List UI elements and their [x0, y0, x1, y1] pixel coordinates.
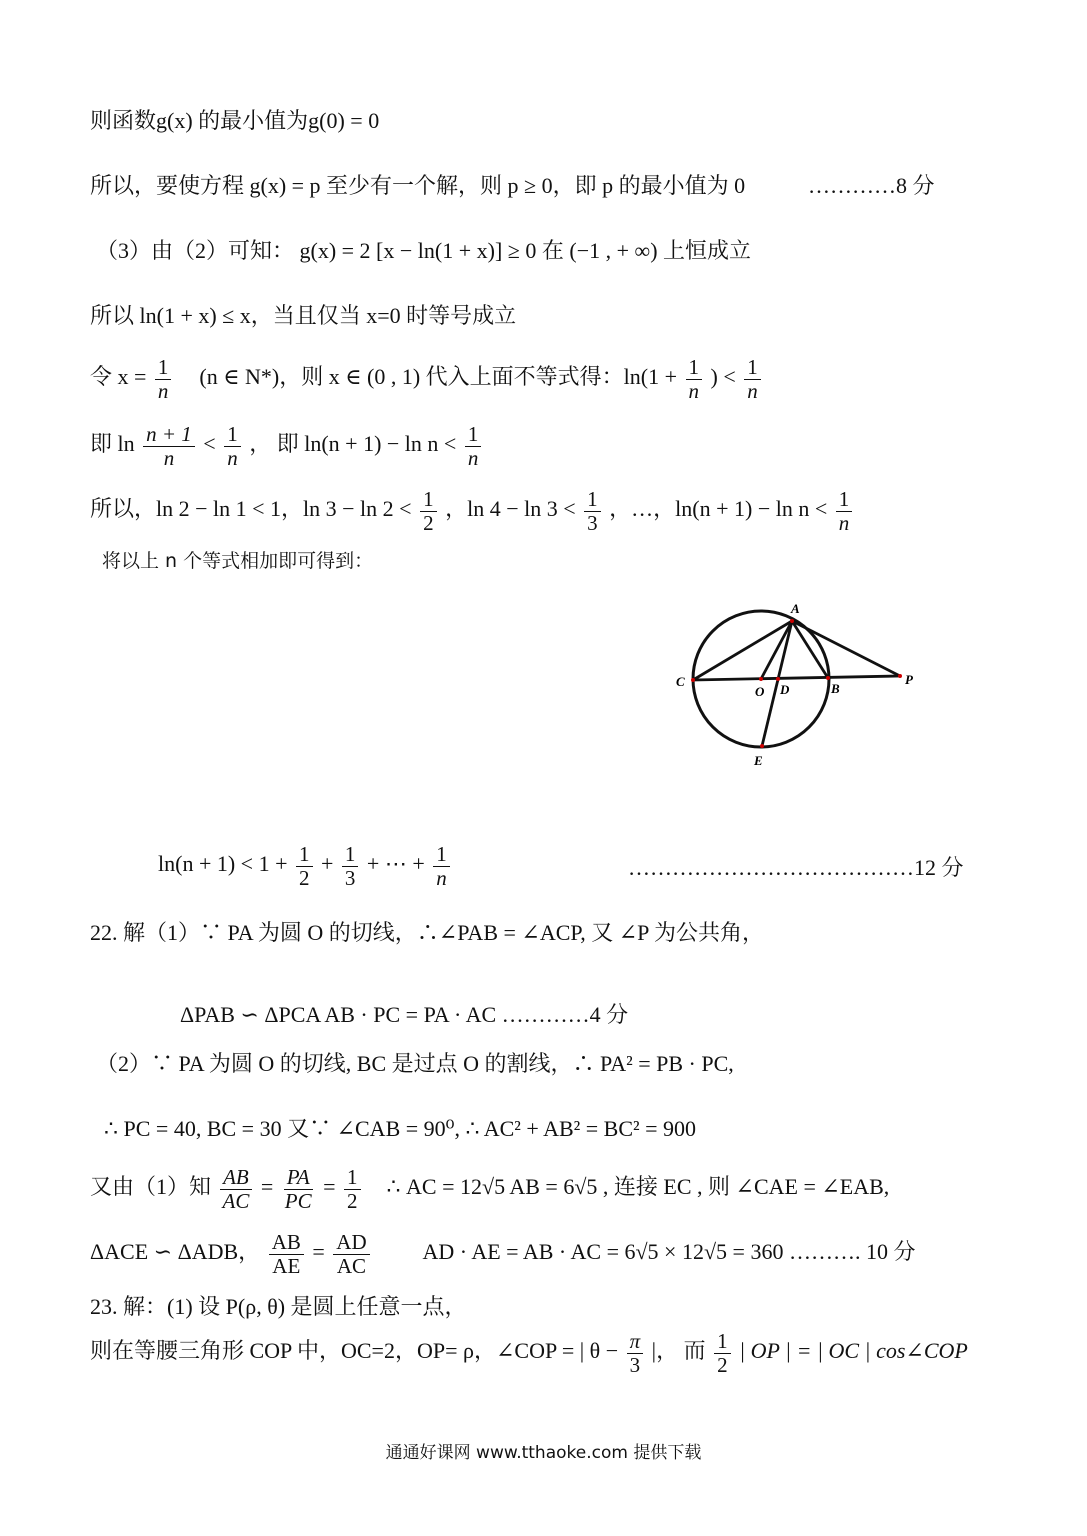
- fraction-ad-over-ac: [333, 1231, 369, 1277]
- fraction-numerator: π: [627, 1330, 644, 1354]
- point-o: [759, 677, 763, 681]
- line-15-part-c: AD · AE = AB · AC = 6√5 × 12√5 = 360 ………. 10 分: [422, 1239, 916, 1265]
- line-6-part-a: 即 ln: [90, 431, 135, 457]
- text-line-7: [90, 488, 855, 534]
- fraction-numerator: AD: [333, 1231, 369, 1255]
- label-o: O: [755, 684, 765, 699]
- fraction-numerator: 1: [744, 356, 761, 380]
- line-14-part-d: ∴ AC = 12√5 AB = 6√5 , 连接 EC , 则 ∠CAE = ∠EAB,: [386, 1174, 890, 1200]
- line-17-part-b: |， 而: [651, 1338, 706, 1364]
- line-17-part-a: 则在等腰三角形 COP 中，OC=2，OP= ρ，∠COP = | θ −: [90, 1338, 619, 1364]
- text-line-3: （3）由（2）可知： g(x) = 2 [x − ln(1 + x)] ≥ 0 在 (−1 , + ∞) 上恒成立: [96, 238, 752, 263]
- fraction-denominator: 3: [344, 865, 356, 890]
- text-line-15: [90, 1231, 915, 1277]
- point-a: [790, 619, 794, 623]
- line-7-part-a: 所以，ln 2 − ln 1 < 1，ln 3 − ln 2 <: [90, 496, 412, 522]
- fraction-denominator: n: [163, 445, 175, 470]
- fraction-1-over-n: [744, 356, 761, 402]
- line-5-part-c: ) <: [710, 364, 736, 390]
- geometry-diagram: [660, 595, 930, 775]
- fraction-denominator: n: [157, 378, 169, 403]
- fraction-numerator: 1: [686, 356, 703, 380]
- fraction-numerator: n + 1: [143, 423, 195, 447]
- text-line-2: [90, 175, 745, 197]
- fraction-denominator: n: [467, 445, 479, 470]
- fraction-ab-over-ae: [269, 1231, 304, 1277]
- fraction-ab-over-ac: [220, 1166, 253, 1212]
- line-9-part-b: +: [321, 851, 334, 877]
- fraction-1-over-n: [155, 356, 172, 402]
- line-14-part-c: =: [323, 1174, 336, 1200]
- fraction-1-over-n: [224, 423, 241, 469]
- fraction-pa-over-pc: [282, 1166, 315, 1212]
- fraction-denominator: 2: [299, 865, 310, 890]
- fraction-numerator: 1: [433, 843, 450, 867]
- fraction-denominator: AC: [222, 1188, 250, 1213]
- label-b: B: [831, 681, 840, 696]
- label-c: C: [676, 674, 685, 689]
- fraction-numerator: PA: [284, 1166, 313, 1190]
- fraction-denominator: 2: [423, 510, 434, 535]
- text-line-14: [90, 1166, 889, 1212]
- point-d: [776, 677, 780, 681]
- label-a: A: [791, 601, 800, 616]
- fraction-1-over-n: [686, 356, 703, 402]
- line-7-part-c: ，…，ln(n + 1) − ln n <: [609, 496, 828, 522]
- fraction-numerator: 1: [224, 423, 241, 447]
- text-line-9: [158, 843, 453, 889]
- fraction-numerator: 1: [344, 1166, 361, 1190]
- fraction-numerator: AB: [220, 1166, 252, 1190]
- fraction-denominator: 2: [347, 1188, 358, 1213]
- text-line-1: 则函数g(x) 的最小值为g(0) = 0: [90, 108, 380, 133]
- point-e: [760, 744, 764, 748]
- fraction-denominator: n: [747, 378, 758, 403]
- fraction-numerator: 1: [420, 488, 437, 512]
- text-line-13: ∴ PC = 40, BC = 30 又∵ ∠CAB = 90⁰, ∴ AC² + AB² = BC² = 900: [104, 1116, 697, 1141]
- fraction-one-half: [714, 1330, 731, 1376]
- fraction-denominator: n: [688, 378, 700, 403]
- line-2-text: 所以，要使方程 g(x) = p 至少有一个解，则 p ≥ 0，即 p 的最小值为 0: [90, 173, 746, 198]
- fraction-one-third: [584, 488, 601, 534]
- fraction-one-half: [344, 1166, 361, 1212]
- fraction-one-third: [342, 843, 359, 889]
- fraction-denominator: 2: [717, 1352, 728, 1377]
- fraction-n-plus-1-over-n: [143, 423, 195, 469]
- fraction-numerator: 1: [584, 488, 601, 512]
- fraction-denominator: AE: [272, 1253, 301, 1278]
- fraction-denominator: PC: [284, 1188, 312, 1213]
- fraction-denominator: 3: [629, 1352, 641, 1377]
- text-line-12: （2）∵ PA 为圆 O 的切线, BC 是过点 O 的割线，∴ PA² = PB · PC,: [96, 1051, 734, 1076]
- line-6-part-c: ， 即 ln(n + 1) − ln n <: [249, 431, 457, 457]
- segment-cp: [693, 676, 900, 680]
- point-c: [691, 678, 695, 682]
- text-line-17: [90, 1330, 968, 1376]
- text-line-5: [90, 356, 764, 402]
- label-e: E: [754, 753, 763, 768]
- fraction-one-half: [296, 843, 313, 889]
- fraction-denominator: AC: [336, 1253, 367, 1278]
- line-17-part-c: | OP | = | OC | cos∠COP: [739, 1338, 968, 1364]
- fraction-denominator: 3: [587, 510, 598, 535]
- line-14-part-a: 又由（1）知: [90, 1174, 212, 1200]
- score-8: …………8 分: [808, 173, 935, 198]
- label-d: D: [780, 682, 790, 697]
- fraction-denominator: n: [436, 865, 447, 890]
- fraction-numerator: AB: [269, 1231, 304, 1255]
- fraction-numerator: 1: [714, 1330, 731, 1354]
- line-14-part-b: =: [260, 1174, 274, 1200]
- text-line-11: ΔPAB ∽ ΔPCA AB · PC = PA · AC …………4 分: [180, 1002, 629, 1027]
- line-15-part-a: ΔACE ∽ ΔADB，: [90, 1239, 261, 1265]
- line-15-part-b: =: [312, 1239, 325, 1265]
- text-line-4: 所以 ln(1 + x) ≤ x，当且仅当 x=0 时等号成立: [90, 303, 517, 328]
- fraction-numerator: 1: [465, 423, 482, 447]
- line-5-part-a: 令 x =: [90, 364, 147, 390]
- point-p: [898, 674, 902, 678]
- fraction-1-over-n: [836, 488, 853, 534]
- fraction-numerator: 1: [155, 356, 172, 380]
- fraction-1-over-n: [433, 843, 450, 889]
- line-7-part-b: ，ln 4 − ln 3 <: [445, 496, 576, 522]
- point-b: [826, 676, 830, 680]
- text-line-16: 23. 解：(1) 设 P(ρ, θ) 是圆上任意一点，: [90, 1294, 467, 1319]
- text-line-10: 22. 解（1）∵ PA 为圆 O 的切线，∴∠PAB = ∠ACP, 又 ∠P 为公共角，: [90, 920, 765, 945]
- line-6-part-b: <: [203, 431, 216, 457]
- line-5-part-b: (n ∈ N*)，则 x ∈ (0 , 1) 代入上面不等式得：ln(1 +: [199, 364, 678, 390]
- line-9-part-a: ln(n + 1) < 1 +: [158, 851, 288, 877]
- fraction-one-half: [420, 488, 437, 534]
- text-line-6: [90, 423, 484, 469]
- fraction-numerator: 1: [836, 488, 853, 512]
- text-line-8: 将以上 n 个等式相加即可得到：: [102, 550, 374, 572]
- fraction-denominator: n: [227, 445, 238, 470]
- line-9-part-c: + ⋯ +: [366, 851, 425, 877]
- fraction-1-over-n: [465, 423, 482, 469]
- fraction-numerator: 1: [296, 843, 313, 867]
- fraction-pi-over-3: [627, 1330, 644, 1376]
- fraction-numerator: 1: [342, 843, 359, 867]
- footer-source: 通通好课网 www.tthaoke.com 提供下载: [385, 1443, 702, 1463]
- label-p: P: [905, 672, 913, 687]
- fraction-denominator: n: [838, 510, 850, 535]
- score-12: …………………………………12 分: [628, 855, 964, 880]
